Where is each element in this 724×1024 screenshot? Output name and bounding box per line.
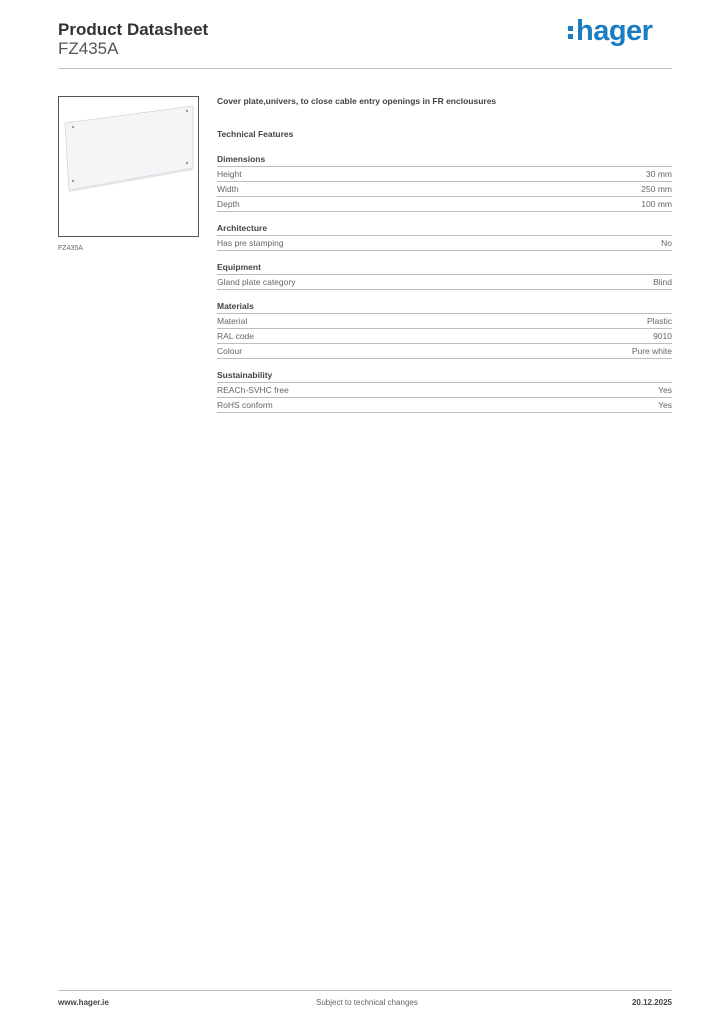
spec-value: 9010 (653, 331, 672, 341)
spec-row (217, 329, 672, 344)
footer-website: www.hager.ie (58, 998, 109, 1007)
product-description: Cover plate,univers, to close cable entry openings in FR enclousures (217, 96, 497, 106)
spec-label: Has pre stamping (217, 238, 284, 248)
spec-row (217, 398, 672, 413)
logo-text: hager (576, 15, 653, 47)
image-caption: FZ435A (58, 245, 83, 252)
section-title: Architecture (217, 222, 672, 236)
spec-row (217, 236, 672, 251)
spec-label: Colour (217, 346, 243, 356)
section-equipment (217, 261, 672, 290)
product-details (217, 95, 672, 423)
spec-label: RoHS conform (217, 400, 273, 410)
spec-value: Plastic (646, 316, 672, 326)
spec-label: Material (217, 316, 248, 326)
spec-value: Yes (658, 400, 672, 410)
features-heading: Technical Features (217, 129, 294, 139)
features-sections (217, 153, 672, 413)
product-image (58, 96, 199, 237)
section-materials (217, 300, 672, 359)
spec-value: Blind (653, 277, 672, 287)
product-code: FZ435A (58, 39, 119, 58)
spec-row (217, 275, 672, 290)
spec-row (217, 167, 672, 182)
spec-value: 100 mm (641, 199, 672, 209)
section-title: Sustainability (217, 369, 672, 383)
hager-logo (568, 15, 652, 48)
section-sustainability (217, 369, 672, 413)
spec-label: Width (217, 184, 239, 194)
spec-label: Gland plate category (217, 277, 296, 287)
spec-value: 30 mm (646, 169, 672, 179)
footer-divider (58, 990, 672, 991)
spec-label: Depth (217, 199, 240, 209)
spec-value: No (661, 238, 672, 248)
footer-notice: Subject to technical changes (316, 998, 418, 1007)
spec-row (217, 344, 672, 359)
spec-value: 250 mm (641, 184, 672, 194)
header-divider (58, 68, 672, 69)
cover-plate-image (59, 97, 198, 236)
section-title: Dimensions (217, 153, 672, 167)
spec-label: REACh-SVHC free (217, 385, 289, 395)
spec-row (217, 197, 672, 212)
spec-row (217, 383, 672, 398)
section-dimensions (217, 153, 672, 212)
section-title: Materials (217, 300, 672, 314)
spec-label: RAL code (217, 331, 255, 341)
page-title: Product Datasheet (58, 20, 209, 39)
spec-label: Height (217, 169, 242, 179)
logo-dots-icon (568, 23, 575, 42)
footer-date: 20.12.2025 (631, 998, 672, 1007)
section-title: Equipment (217, 261, 672, 275)
spec-value: Yes (658, 385, 672, 395)
spec-value: Pure white (631, 346, 672, 356)
section-architecture (217, 222, 672, 251)
spec-row (217, 182, 672, 197)
spec-row (217, 314, 672, 329)
